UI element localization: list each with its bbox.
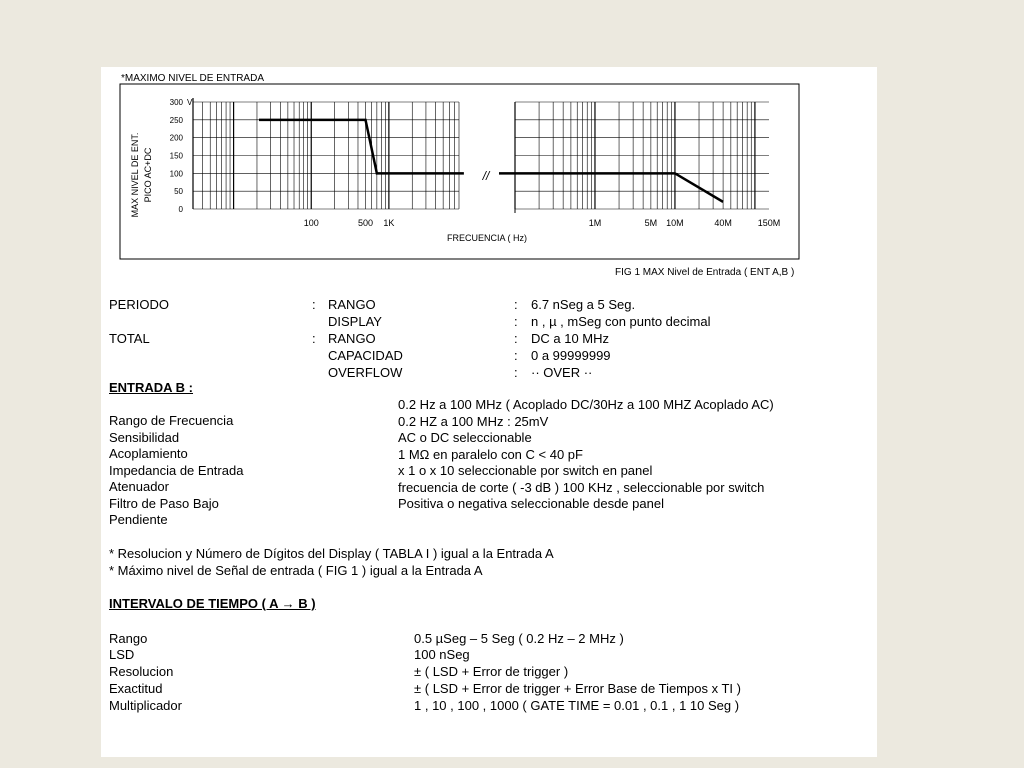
y-tick-label: 300 bbox=[169, 98, 183, 107]
note-line: * Resolucion y Número de Dígitos del Display ( TABLA I ) igual a la Entrada A bbox=[109, 546, 554, 561]
x-tick-label: 1K bbox=[383, 218, 395, 228]
entrada-b-label: Atenuador bbox=[109, 479, 169, 494]
entrada-b-label: Sensibilidad bbox=[109, 429, 180, 445]
intervalo-value: ± ( LSD + Error de trigger ) bbox=[414, 664, 569, 679]
spec-label: PERIODO bbox=[109, 297, 169, 312]
spec-colon: : bbox=[514, 314, 518, 329]
intervalo-value: 1 , 10 , 100 , 1000 ( GATE TIME = 0.01 , 0.1 , 1 10 Seg ) bbox=[414, 698, 740, 713]
intervalo-label: Exactitud bbox=[109, 681, 163, 696]
spec-key: RANGO bbox=[328, 331, 376, 346]
intervalo-label: Resolucion bbox=[109, 664, 174, 679]
spec-key: RANGO bbox=[328, 297, 376, 312]
x-tick-label: 1M bbox=[588, 218, 602, 228]
spec-value: n , µ , mSeg con punto decimal bbox=[531, 314, 711, 329]
entrada-b-heading: ENTRADA B : bbox=[109, 380, 194, 395]
intervalo-value: ± ( LSD + Error de trigger + Error Base de Tiempos x TI ) bbox=[414, 681, 741, 696]
grid-right bbox=[515, 102, 769, 213]
entrada-b-label: Filtro de Paso Bajo bbox=[109, 495, 219, 511]
spec-separator: : bbox=[312, 297, 316, 312]
entrada-b-value: 0.2 Hz a 100 MHz ( Acoplado DC/30Hz a 100 MHZ Acoplado AC) bbox=[398, 397, 774, 412]
spec-value: ·· OVER ·· bbox=[531, 365, 593, 380]
chart-title: *MAXIMO NIVEL DE ENTRADA bbox=[121, 73, 264, 84]
spec-value: DC a 10 MHz bbox=[531, 331, 610, 346]
curve-right bbox=[499, 173, 723, 202]
x-tick-label: 40M bbox=[714, 218, 732, 228]
spec-colon: : bbox=[514, 348, 518, 363]
entrada-b-value: AC o DC seleccionable bbox=[398, 430, 532, 445]
note-line: * Máximo nivel de Señal de entrada ( FIG 1 ) igual a la Entrada A bbox=[109, 563, 483, 578]
x-tick-label: 500 bbox=[357, 218, 374, 228]
y-tick-label: 150 bbox=[169, 151, 183, 161]
spec-colon: : bbox=[514, 331, 518, 346]
spec-label: TOTAL bbox=[109, 331, 150, 346]
entrada-b-value: Positiva o negativa seleccionable desde panel bbox=[398, 496, 664, 511]
x-axis-label: FRECUENCIA ( Hz) bbox=[446, 233, 528, 243]
spec-value: 6.7 nSeg a 5 Seg. bbox=[531, 297, 636, 312]
y-axis-label-line1: MAX NIVEL DE ENT. bbox=[130, 132, 140, 218]
spec-key: DISPLAY bbox=[328, 314, 382, 329]
spec-key: OVERFLOW bbox=[328, 365, 403, 380]
x-axis-ticks bbox=[304, 218, 781, 228]
y-axis-label-line2: PICO AC+DC bbox=[143, 147, 153, 203]
max-input-level-chart bbox=[101, 67, 877, 287]
intervalo-value: 0.5 µSeg – 5 Seg ( 0.2 Hz – 2 MHz ) bbox=[414, 631, 624, 646]
axis-break-mark: // bbox=[482, 169, 490, 183]
entrada-b-label: Acoplamiento bbox=[109, 446, 188, 461]
fig-caption: FIG 1 MAX Nivel de Entrada ( ENT A,B ) bbox=[615, 267, 795, 278]
entrada-b-value: x 1 o x 10 seleccionable por switch en panel bbox=[398, 463, 653, 478]
y-tick-label: 250 bbox=[169, 115, 183, 125]
curve-left bbox=[259, 120, 464, 174]
spec-key: CAPACIDAD bbox=[328, 348, 403, 363]
entrada-b-value: frecuencia de corte ( -3 dB ) 100 KHz , seleccionable por switch bbox=[398, 479, 765, 495]
spec-colon: : bbox=[514, 297, 518, 312]
document-page bbox=[101, 67, 877, 757]
grid-left bbox=[193, 98, 459, 209]
y-tick-label: 0 bbox=[178, 205, 183, 214]
x-tick-label: 100 bbox=[303, 218, 319, 228]
spec-separator: : bbox=[312, 331, 316, 346]
intervalo-heading: INTERVALO DE TIEMPO ( A → B ) bbox=[109, 596, 316, 611]
intervalo-value: 100 nSeg bbox=[414, 647, 470, 662]
x-tick-label: 150M bbox=[757, 218, 781, 228]
spec-colon: : bbox=[514, 365, 518, 380]
x-tick-label: 10M bbox=[666, 218, 684, 228]
intervalo-label: Rango bbox=[109, 631, 148, 646]
entrada-b-label: Pendiente bbox=[109, 512, 168, 527]
entrada-b-value: 0.2 HZ a 100 MHz : 25mV bbox=[398, 413, 549, 429]
entrada-b-label: Rango de Frecuencia bbox=[109, 413, 234, 428]
entrada-b-label: Impedancia de Entrada bbox=[109, 462, 244, 478]
y-tick-label: 100 bbox=[169, 169, 183, 179]
intervalo-label: Multiplicador bbox=[109, 698, 182, 713]
entrada-b-value: 1 MΩ en paralelo con C < 40 pF bbox=[398, 446, 583, 462]
data-series bbox=[259, 120, 723, 202]
y-tick-label: 200 bbox=[169, 133, 183, 143]
y-tick-label: 50 bbox=[174, 187, 183, 197]
spec-value: 0 a 99999999 bbox=[531, 348, 611, 363]
x-tick-label: 5M bbox=[644, 218, 658, 228]
y-axis-ticks bbox=[170, 98, 193, 214]
y-unit-label: V bbox=[187, 98, 193, 107]
intervalo-label: LSD bbox=[109, 647, 135, 662]
